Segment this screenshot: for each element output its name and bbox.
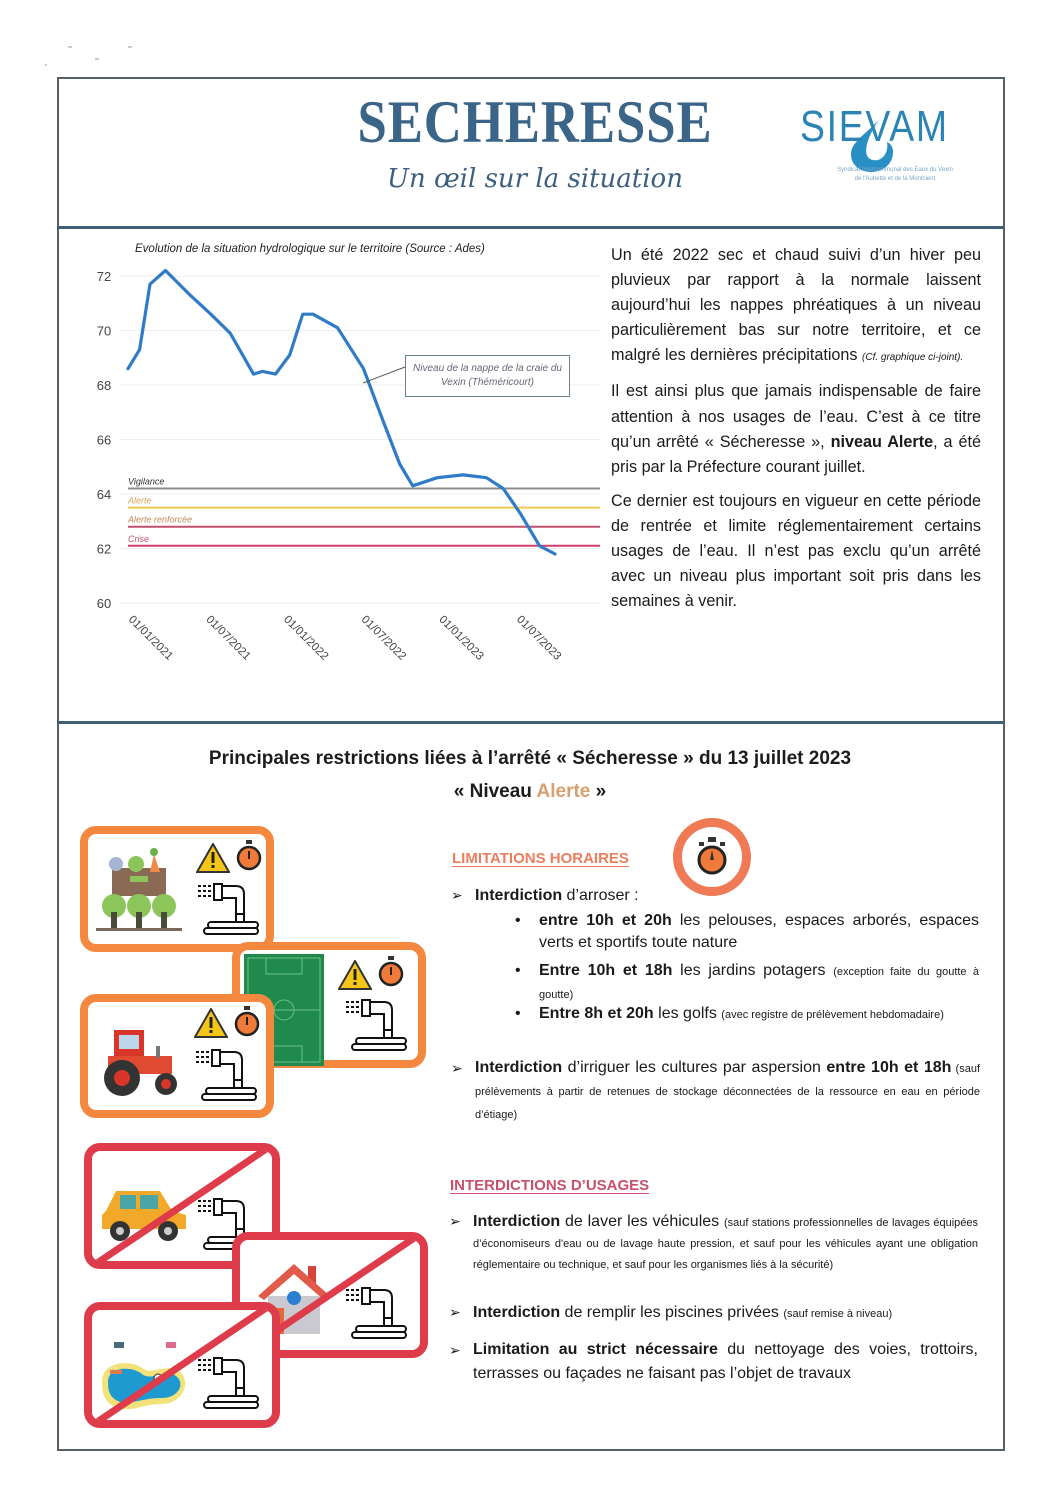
interdiction-text: de remplir les piscines privées	[560, 1304, 784, 1321]
x-tick-label: 01/07/2023	[514, 613, 564, 663]
restrictions-level	[100, 781, 960, 803]
series-line	[128, 271, 555, 555]
page-title: SECHERESSE	[357, 89, 713, 155]
intro-text	[611, 243, 981, 623]
interdiction-bold: Interdiction	[473, 1304, 561, 1321]
interdiction-note: (sauf stations professionnelles de lavages équipées d’économiseurs d'eau ou de lavage haute pression, et sauf pour les véhicules ayant une obligation réglementaire ou technique, et sauf pour les organismes liés à la sécurité)	[473, 1217, 978, 1271]
tractor-icon	[94, 1022, 186, 1102]
bullet-dot-icon: •	[515, 1005, 521, 1022]
interdiction-bold: Interdiction	[473, 1213, 561, 1230]
intro-p1-note: (Cf. graphique ci-joint).	[862, 352, 964, 364]
chart-title: Evolution de la situation hydrologique sur le territoire (Source : Ades)	[135, 243, 485, 255]
arrow-bullet-icon: ➢	[449, 1213, 461, 1229]
level-prefix: « Niveau	[453, 781, 537, 802]
hydrology-line-chart	[80, 255, 600, 695]
vegetable-garden-icon	[94, 846, 184, 936]
interdiction-item	[449, 1212, 978, 1275]
threshold-label: Alerte renforcée	[128, 514, 193, 525]
bullet-note: (avec registre de prélèvement hebdomadaire)	[721, 1009, 944, 1021]
y-tick-label: 60	[96, 596, 112, 611]
stopwatch-icon	[236, 840, 262, 872]
y-tick-label: 64	[96, 487, 112, 502]
logo-caption	[805, 166, 985, 184]
interdiction-item	[449, 1302, 978, 1325]
swimming-pool-icon	[96, 1338, 192, 1418]
level-word: Alerte	[536, 781, 591, 802]
intro-paragraph-1	[611, 243, 981, 370]
restrictions-title: Principales restrictions liées à l’arrêté « Sécheresse » du 13 juillet 2023	[208, 748, 852, 769]
threshold-label: Crise	[128, 533, 150, 544]
intro-paragraph-2	[611, 379, 981, 479]
warning-icon	[194, 1008, 228, 1038]
bullet-item	[515, 910, 979, 954]
interdiction-note: (sauf remise à niveau)	[783, 1308, 893, 1320]
intro-p2-bold: niveau Alerte	[830, 432, 934, 451]
x-tick-label: 01/07/2022	[358, 613, 408, 663]
y-tick-label: 62	[96, 541, 112, 557]
arrow-bullet-icon: ➢	[449, 1304, 461, 1320]
y-tick-label: 68	[96, 378, 112, 393]
interdiction-text: de laver les véhicules	[560, 1213, 725, 1230]
x-tick-label: 01/01/2021	[125, 613, 176, 663]
intro-p2-text: Il est ainsi plus que jamais indispensable de faire attention à nos usages de l’eau. C’est à ce titre qu’un arrêté « Sécheresse »,	[611, 382, 981, 451]
arrow-bullet-icon: ➢	[451, 1060, 463, 1076]
bullet-item	[515, 1003, 979, 1026]
water-hose-icon	[194, 1046, 258, 1104]
limitations-heading: LIMITATIONS HORAIRES	[452, 850, 629, 867]
irrigation-hours: entre 10h et 18h	[826, 1059, 952, 1076]
y-tick-label: 66	[96, 432, 112, 448]
logo-caption-line: de l'Aubette et de la Montcient	[854, 176, 936, 182]
card-vegetable-garden	[80, 826, 274, 952]
bullet-dot-icon: •	[515, 912, 521, 929]
irrigation-bold: Interdiction	[475, 1059, 563, 1076]
water-hose-icon	[196, 1354, 260, 1412]
stopwatch-icon	[378, 956, 404, 988]
arrow-bullet-icon: ➢	[451, 887, 463, 903]
irrigation-text: d’irriguer les cultures par aspersion	[562, 1059, 827, 1076]
bullet-note: (exception faite du goutte à goutte)	[539, 966, 979, 1001]
arroser-bold: Interdiction	[475, 887, 563, 904]
warning-icon	[338, 960, 372, 990]
level-suffix: »	[590, 781, 607, 802]
card-swimming-pool	[84, 1302, 280, 1428]
card-tractor	[80, 994, 274, 1118]
logo-caption-line: Syndicat Intercommunal des Eaux du Vexin	[837, 167, 953, 173]
logo-text: SIEVAM	[800, 102, 949, 151]
section-divider	[57, 721, 1005, 724]
bullet-bold: entre 10h et 20h	[539, 912, 672, 929]
threshold-label: Vigilance	[128, 476, 165, 487]
bullet-bold: Entre 8h et 20h	[539, 1005, 654, 1022]
arroser-text: d’arroser :	[562, 887, 639, 904]
intro-p2-text-end: , a été pris par la Préfecture courant juillet.	[611, 432, 981, 476]
water-hose-icon	[344, 996, 408, 1054]
water-hose-icon	[344, 1284, 408, 1342]
warning-icon	[196, 843, 230, 873]
intro-p1-text: Un été 2022 sec et chaud suivi d’un hiver peu pluvieux par rapport à la normale laissent aujourd’hui les nappes phréatiques à un niveau particulièrement bas sur notre territoire, et ce malgré les dernières précipitations	[611, 246, 981, 365]
bullet-item	[515, 960, 979, 1006]
x-tick-label: 01/07/2021	[203, 613, 253, 663]
x-tick-label: 01/01/2022	[281, 613, 331, 663]
water-hose-icon	[196, 880, 260, 938]
interdiction-bold: Limitation au strict nécessaire	[473, 1341, 718, 1358]
sievam-logo	[795, 98, 995, 198]
stopwatch-icon	[234, 1006, 260, 1038]
bullet-text: les pelouses, espaces arborés, espaces verts et sportifs toute nature	[539, 912, 979, 951]
bullet-text: les jardins potagers	[672, 962, 834, 979]
bullet-text: les golfs	[653, 1005, 722, 1022]
intro-paragraph-3: Ce dernier est toujours en vigueur en cette période de rentrée et limite réglementairement certains usages de l’eau. Il n’est pas exclu qu’un arrêté avec un niveau plus important soit pris dans les semaines à venir.	[611, 491, 981, 611]
irrigation-note: (sauf prélèvements à partir de retenues de stockage déconnectées de la ressource en eau en période d’étiage)	[475, 1063, 981, 1121]
interdictions-heading: INTERDICTIONS D’USAGES	[450, 1177, 650, 1194]
threshold-label: Alerte	[128, 495, 152, 506]
annotation-leader-line	[363, 367, 405, 383]
arrow-bullet-icon: ➢	[449, 1342, 461, 1358]
bullet-dot-icon: •	[515, 962, 521, 979]
x-tick-label: 01/01/2023	[436, 613, 486, 663]
page-subtitle: Un œil sur la situation	[387, 164, 683, 194]
irrigation-item	[451, 1057, 981, 1126]
y-tick-label: 72	[96, 269, 112, 284]
arroser-item	[451, 885, 975, 906]
y-tick-label: 70	[96, 323, 112, 339]
scan-specks	[40, 40, 150, 70]
series-annotation: Niveau de la nappe de la craie du Vexin (Théméricourt)	[405, 355, 570, 397]
interdiction-item	[449, 1338, 978, 1386]
header-divider	[57, 226, 1005, 229]
bullet-bold: Entre 10h et 18h	[539, 962, 673, 979]
interdiction-text: du nettoyage des voies, trottoirs, terrasses ou façades ne faisant pas l’objet de travaux	[473, 1341, 978, 1382]
